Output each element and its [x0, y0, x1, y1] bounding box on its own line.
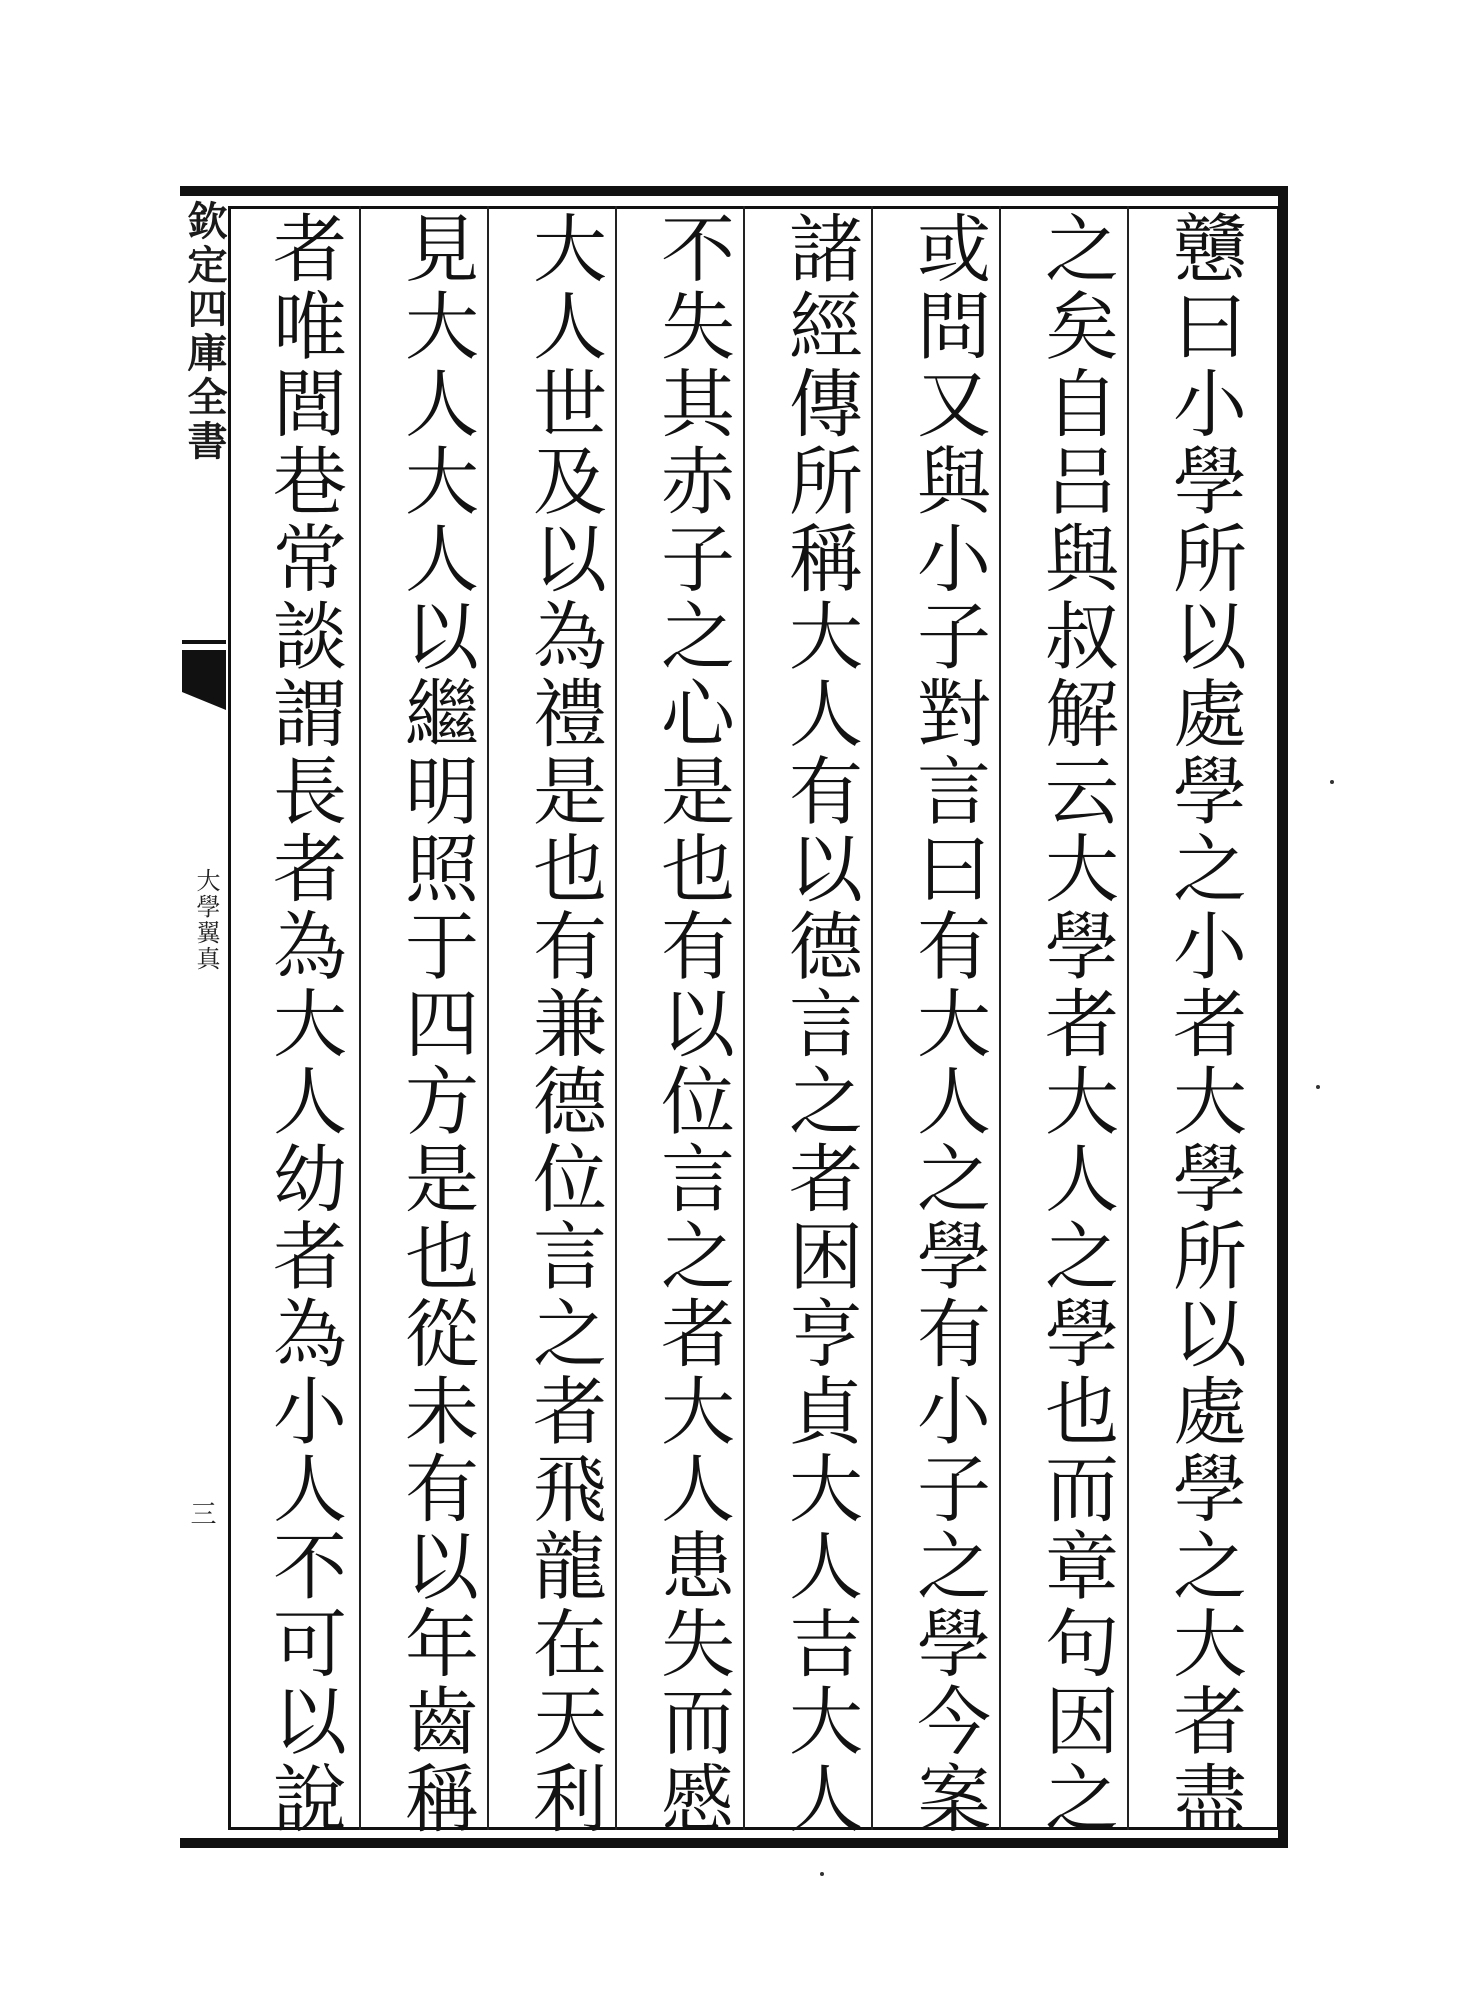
- text-column-4: 諸經傳所稱大人有以德言之者困亨貞大人吉大人: [777, 210, 863, 1838]
- book-title: 大學翼真: [192, 868, 220, 972]
- text-column-5: 不失其赤子之心是也有以位言之者大人患失而慼: [649, 210, 735, 1838]
- fish-tail-rule: [182, 640, 226, 644]
- collection-title: 欽定四庫全書: [181, 200, 228, 464]
- scan-speck: [820, 1872, 824, 1876]
- text-column-3: 或問又與小子對言曰有大人之學有小子之學今案: [905, 210, 991, 1838]
- text-column-6: 大人世及以為禮是也有兼德位言之者飛龍在天利: [521, 210, 607, 1838]
- text-column-8: 者唯閭巷常談謂長者為大人幼者為小人不可以說: [261, 210, 347, 1838]
- scan-speck: [1316, 1085, 1320, 1089]
- scan-speck: [1330, 780, 1334, 784]
- text-column-7: 見大人大人以繼明照于四方是也從未有以年齒稱: [393, 210, 479, 1838]
- page-number: 三: [186, 1500, 216, 1526]
- text-column-2: 之矣自吕與叔解云大學者大人之學也而章句因之: [1033, 210, 1119, 1838]
- text-column-1: 戇曰小學所以處學之小者大學所以處學之大者盡: [1161, 210, 1247, 1838]
